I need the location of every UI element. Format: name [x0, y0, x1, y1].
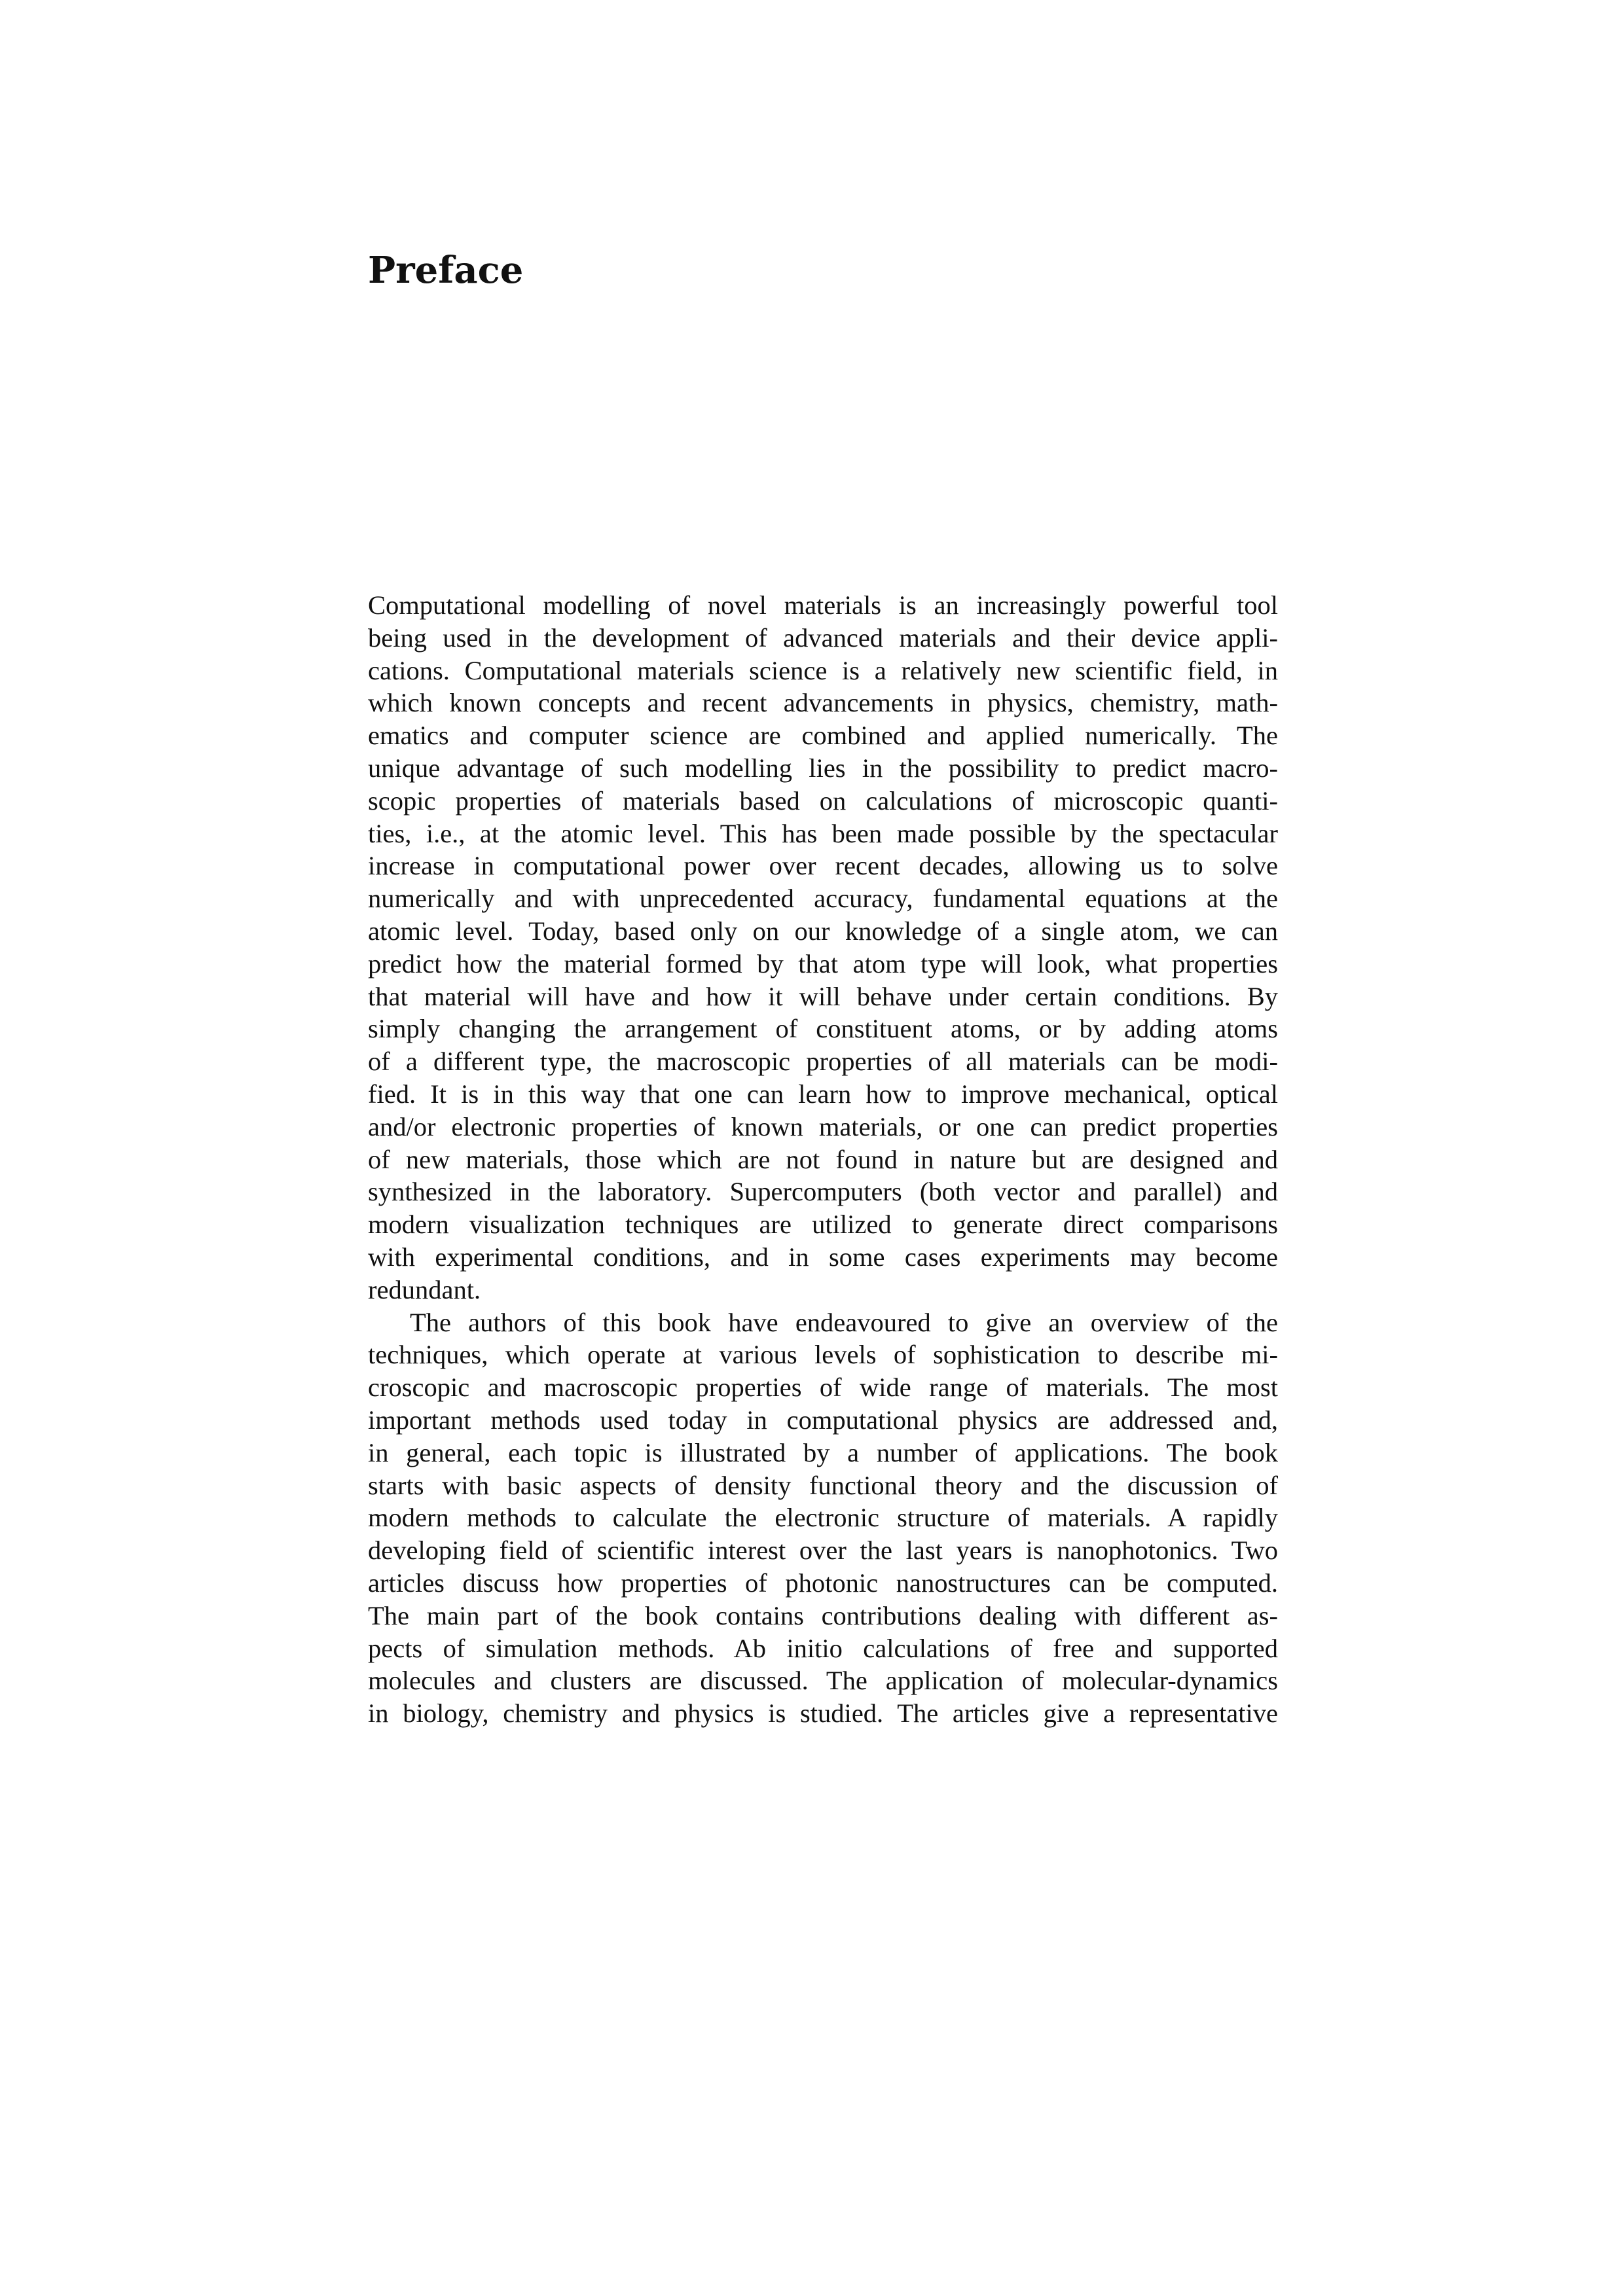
text-line: redundant.	[368, 1274, 481, 1304]
text-line: The authors of this book have endeavoured to give an overview of the	[410, 1307, 1278, 1337]
text-line: pects of simulation methods. Ab initio calculations of free and supported	[368, 1633, 1278, 1663]
text-line: croscopic and macroscopic properties of wide range of materials. The most	[368, 1372, 1278, 1403]
text-line: techniques, which operate at various levels of sophistication to describe mi-	[368, 1340, 1278, 1370]
text-line: predict how the material formed by that atom type will look, what properties	[368, 948, 1278, 978]
text-line: articles discuss how properties of photonic nanostructures can be computed.	[368, 1568, 1278, 1598]
text-line: which known concepts and recent advancements in physics, chemistry, math-	[368, 688, 1278, 718]
page-title: Preface	[368, 249, 524, 292]
text-line: cations. Computational materials science is a relatively new scientific field, in	[368, 655, 1278, 685]
text-line: important methods used today in computational physics are addressed and,	[368, 1405, 1278, 1435]
text-line: The main part of the book contains contributions dealing with different as-	[368, 1600, 1278, 1630]
text-line: of new materials, those which are not found in nature but are designed and	[368, 1144, 1278, 1174]
text-line: starts with basic aspects of density functional theory and the discussion of	[368, 1470, 1278, 1500]
text-line: in general, each topic is illustrated by a number of applications. The book	[368, 1437, 1278, 1467]
text-line: molecules and clusters are discussed. The application of molecular-dynamics	[368, 1666, 1278, 1696]
text-line: that material will have and how it will behave under certain conditions. By	[368, 981, 1278, 1011]
text-line: ties, i.e., at the atomic level. This has been made possible by the spectacular	[368, 818, 1278, 848]
text-line: increase in computational power over recent decades, allowing us to solve	[368, 851, 1278, 881]
text-line: being used in the development of advanced materials and their device appli-	[368, 622, 1278, 653]
text-line: modern visualization techniques are utilized to generate direct comparisons	[368, 1210, 1278, 1240]
preface-body	[368, 589, 1278, 1730]
text-line: unique advantage of such modelling lies in the possibility to predict macro-	[368, 753, 1278, 783]
text-line: Computational modelling of novel materials is an increasingly powerful tool	[368, 590, 1278, 620]
text-line: ematics and computer science are combined and applied numerically. The	[368, 721, 1278, 751]
text-line: and/or electronic properties of known materials, or one can predict properties	[368, 1111, 1278, 1141]
text-line: fied. It is in this way that one can learn how to improve mechanical, optical	[368, 1079, 1278, 1109]
text-line: developing field of scientific interest over the last years is nanophotonics. Two	[368, 1535, 1278, 1566]
text-line: of a different type, the macroscopic properties of all materials can be modi-	[368, 1047, 1278, 1077]
text-line: atomic level. Today, based only on our knowledge of a single atom, we can	[368, 916, 1278, 946]
text-line: scopic properties of materials based on calculations of microscopic quanti-	[368, 785, 1278, 816]
text-line: numerically and with unprecedented accuracy, fundamental equations at the	[368, 884, 1278, 914]
text-line: with experimental conditions, and in some cases experiments may become	[368, 1242, 1278, 1272]
text-line: simply changing the arrangement of constituent atoms, or by adding atoms	[368, 1014, 1278, 1044]
text-line: synthesized in the laboratory. Supercomputers (both vector and parallel) and	[368, 1177, 1278, 1207]
text-line: modern methods to calculate the electronic structure of materials. A rapidly	[368, 1503, 1278, 1533]
text-line: in biology, chemistry and physics is studied. The articles give a representative	[368, 1698, 1278, 1729]
